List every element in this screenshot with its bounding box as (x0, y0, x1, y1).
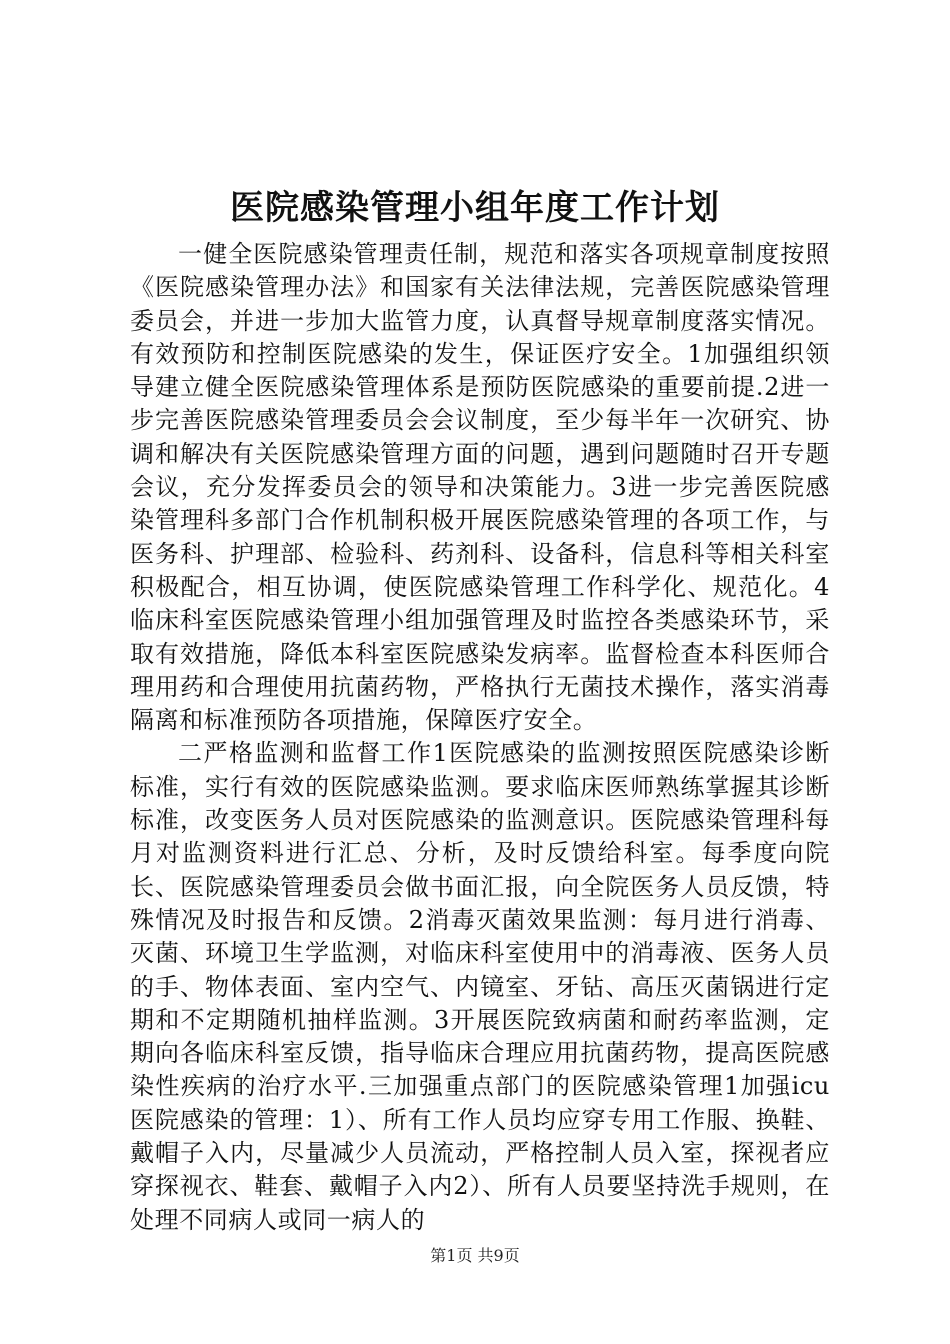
page-footer: 第1页 共9页 (430, 1246, 520, 1265)
paragraph-1: 一健全医院感染管理责任制，规范和落实各项规章制度按照《医院感染管理办法》和国家有关法律法规，完善医院感染管理委员会，并进一步加大监管力度，认真督导规章制度落实情况。有效预防和控制医院感染的发生，保证医疗安全。1加强组织领导建立健全医院感染管理体系是预防医院感染的重要前提.2进一步完善医院感染管理委员会会议制度，至少每半年一次研究、协调和解决有关医院感染管理方面的问题，遇到问题随时召开专题会议，充分发挥委员会的领导和决策能力。3进一步完善医院感染管理科多部门合作机制积极开展医院感染管理的各项工作，与医务科、护理部、检验科、药剂科、设备科，信息科等相关科室积极配合，相互协调，使医院感染管理工作科学化、规范化。4临床科室医院感染管理小组加强管理及时监控各类感染环节，采取有效措施，降低本科室医院感染发病率。监督检查本科医师合理用药和合理使用抗菌药物，严格执行无菌技术操作，落实消毒隔离和标准预防各项措施，保障医疗安全。 (130, 240, 830, 735)
document-title: 医院感染管理小组年度工作计划 (230, 188, 720, 228)
document-body (130, 238, 830, 1237)
paragraph-2: 二严格监测和监督工作1医院感染的监测按照医院感染诊断标准，实行有效的医院感染监测。要求临床医师熟练掌握其诊断标准，改变医务人员对医院感染的监测意识。医院感染管理科每月对监测资料进行汇总、分析，及时反馈给科室。每季度向院长、医院感染管理委员会做书面汇报，向全院医务人员反馈，特殊情况及时报告和反馈。2消毒灭菌效果监测：每月进行消毒、灭菌、环境卫生学监测，对临床科室使用中的消毒液、医务人员的手、物体表面、室内空气、内镜室、牙钻、高压灭菌锅进行定期和不定期随机抽样监测。3开展医院致病菌和耐药率监测，定期向各临床科室反馈，指导临床合理应用抗菌药物，提高医院感染性疾病的治疗水平.三加强重点部门的医院感染管理1加强icu医院感染的管理：1）、所有工作人员均应穿专用工作服、换鞋、戴帽子入内，尽量减少人员流动，严格控制人员入室，探视者应穿探视衣、鞋套、戴帽子入内2）、所有人员要坚持洗手规则，在处理不同病人或同一病人的 (130, 739, 830, 1234)
